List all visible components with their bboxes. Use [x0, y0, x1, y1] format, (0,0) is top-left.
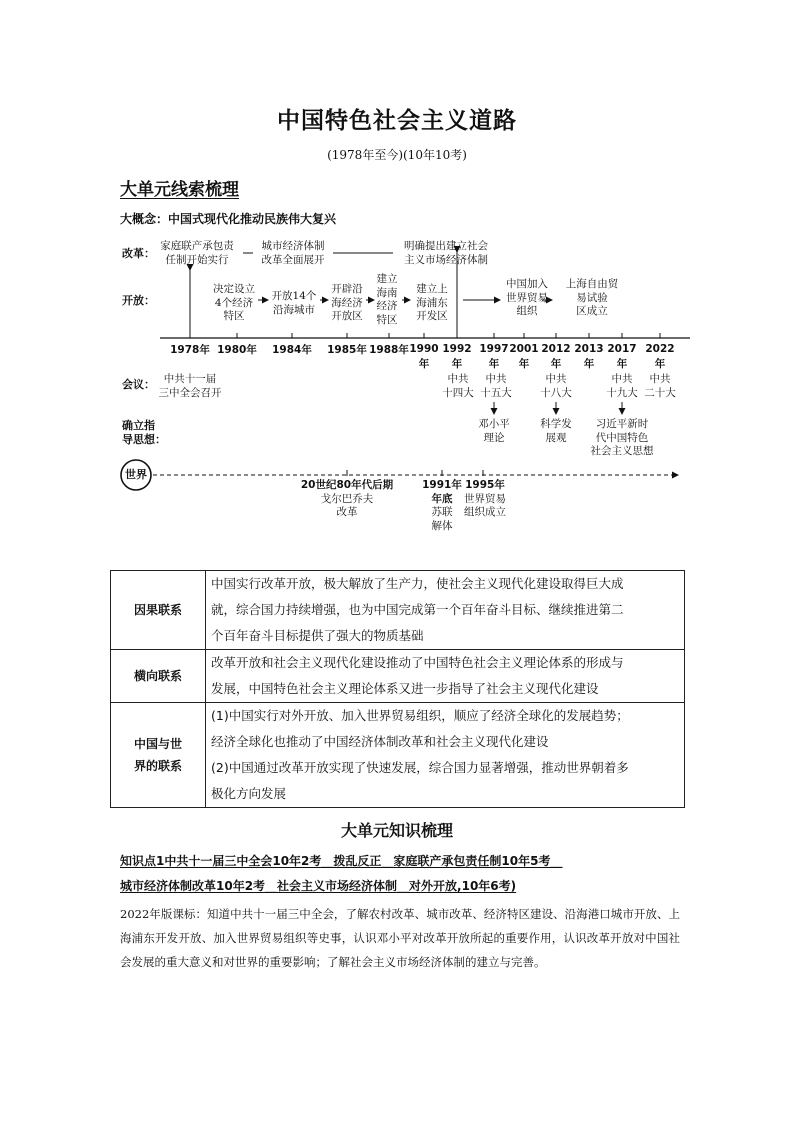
meeting-item-2017: 中共 十九大 — [606, 373, 638, 399]
curriculum-standard: 2022年版课标：知道中共十一届三中全会，了解农村改革、城市改革、经济特区建设、沿海港口城市开放、上海浦东开发开放、加入世界贸易组织等史事，认识邓小平对改革开放所起的重要作用，认识改革开放对中国社会发展的重大意义和对世界的重要影响；了解社会主义市场经济体制的建立与完善。 — [120, 907, 680, 969]
opening-item-7: 上海自由贸 易试验 区成立 — [565, 278, 619, 317]
year-1990: 1990 年 — [409, 343, 439, 370]
year-1988: 1988年 — [369, 344, 409, 356]
year-1997: 1997 年 — [479, 343, 509, 370]
row-header: 中国与世 界的联系 — [111, 703, 206, 808]
row-label-meeting: 会议： — [122, 378, 155, 391]
guiding-item-xi: 习近平新时 代中国特色 社会主义思想 — [590, 418, 654, 457]
opening-item-4: 建立 海南 经济 特区 — [376, 273, 398, 326]
year-2012: 2012 年 — [541, 343, 571, 370]
year-1985: 1985年 — [327, 344, 367, 356]
timeline-ticks — [190, 333, 660, 338]
reform-item-2: 城市经济体制 改革全面展开 — [261, 240, 325, 266]
year-2017: 2017 年 — [607, 343, 637, 370]
knowledge-point-line-1: 知识点1中共十一届三中全会10年2考__拨乱反正__家庭联产承包责任制10年5考__ — [120, 854, 563, 868]
table-row — [111, 703, 685, 808]
reform-item-3: 明确提出建立社会 主义市场经济体制 — [404, 240, 488, 266]
meeting-item-1997: 中共 十五大 — [480, 373, 512, 399]
row-header: 横向联系 — [111, 650, 206, 703]
year-2022: 2022 年 — [645, 343, 675, 370]
row-content: (1)中国实行对外开放、加入世界贸易组织，顺应了经济全球化的发展趋势； 经济全球化也推动了中国经济体制改革和社会主义现代化建设 (2)中国通过改革开放实现了快速发展，综合国力显著增强，推动世界朝着多 极化方向发展 — [206, 703, 685, 808]
guiding-item-scientific: 科学发 展观 — [540, 418, 572, 444]
meeting-item-2012: 中共 十八大 — [540, 373, 572, 399]
row-content: 改革开放和社会主义现代化建设推动了中国特色社会主义理论体系的形成与 发展，中国特色社会主义理论体系又进一步指导了社会主义现代化建设 — [206, 650, 685, 703]
opening-item-6: 中国加入 世界贸易 组织 — [506, 278, 548, 317]
year-1978: 1978年 — [170, 344, 210, 356]
page-title: 中国特色社会主义道路 — [277, 107, 517, 134]
row-header: 因果联系 — [111, 571, 206, 650]
table-row — [111, 571, 685, 650]
knowledge-point-line-2: 城市经济体制改革10年2考__社会主义市场经济体制__对外开放,10年6考) — [120, 879, 517, 893]
section-heading-clues: 大单元线索梳理 — [120, 180, 239, 200]
year-2001: 2001 年 — [509, 343, 539, 370]
row-label-reform: 改革： — [122, 247, 155, 260]
opening-item-5: 建立上 海浦东 开发区 — [416, 283, 448, 322]
guiding-item-deng: 邓小平 理论 — [478, 418, 510, 444]
row-label-guiding: 确立指 导思想： — [122, 419, 166, 446]
row-label-world: 世界 — [125, 468, 147, 481]
page-subtitle: (1978年至今)(10年10考) — [327, 148, 467, 162]
year-2013: 2013 年 — [574, 343, 604, 370]
reform-item-1: 家庭联产承包责 任制开始实行 — [160, 240, 234, 266]
row-label-opening: 开放： — [122, 294, 155, 307]
opening-item-2: 开放14个 沿海城市 — [271, 290, 317, 316]
big-concept: 大概念：中国式现代化推动民族伟大复兴 — [120, 212, 337, 226]
meeting-item-1978: 中共十一届 三中全会召开 — [158, 373, 222, 399]
world-event-wto: 1995年 世界贸易 组织成立 — [464, 479, 506, 518]
world-event-ussr: 1991年 年底 苏联 解体 — [422, 479, 462, 532]
year-1984: 1984年 — [272, 344, 312, 356]
table-row — [111, 650, 685, 703]
opening-item-3: 开辟沿 海经济 开放区 — [331, 283, 363, 322]
row-content: 中国实行改革开放，极大解放了生产力，使社会主义现代化建设取得巨大成 就，综合国力持续增强，也为中国完成第一个百年奋斗目标、继续推进第二 个百年奋斗目标提供了强大的物质基础 — [206, 571, 685, 650]
year-1992: 1992 年 — [442, 343, 472, 370]
section-heading-knowledge: 大单元知识梳理 — [340, 821, 453, 840]
opening-item-1: 决定设立 4个经济 特区 — [213, 283, 255, 322]
meeting-item-1992: 中共 十四大 — [442, 373, 474, 399]
relations-table — [110, 570, 685, 808]
meeting-item-2022: 中共 二十大 — [644, 373, 676, 399]
year-1980: 1980年 — [217, 344, 257, 356]
world-event-gorbachev: 20世纪80年代后期 戈尔巴乔夫 改革 — [300, 479, 394, 518]
